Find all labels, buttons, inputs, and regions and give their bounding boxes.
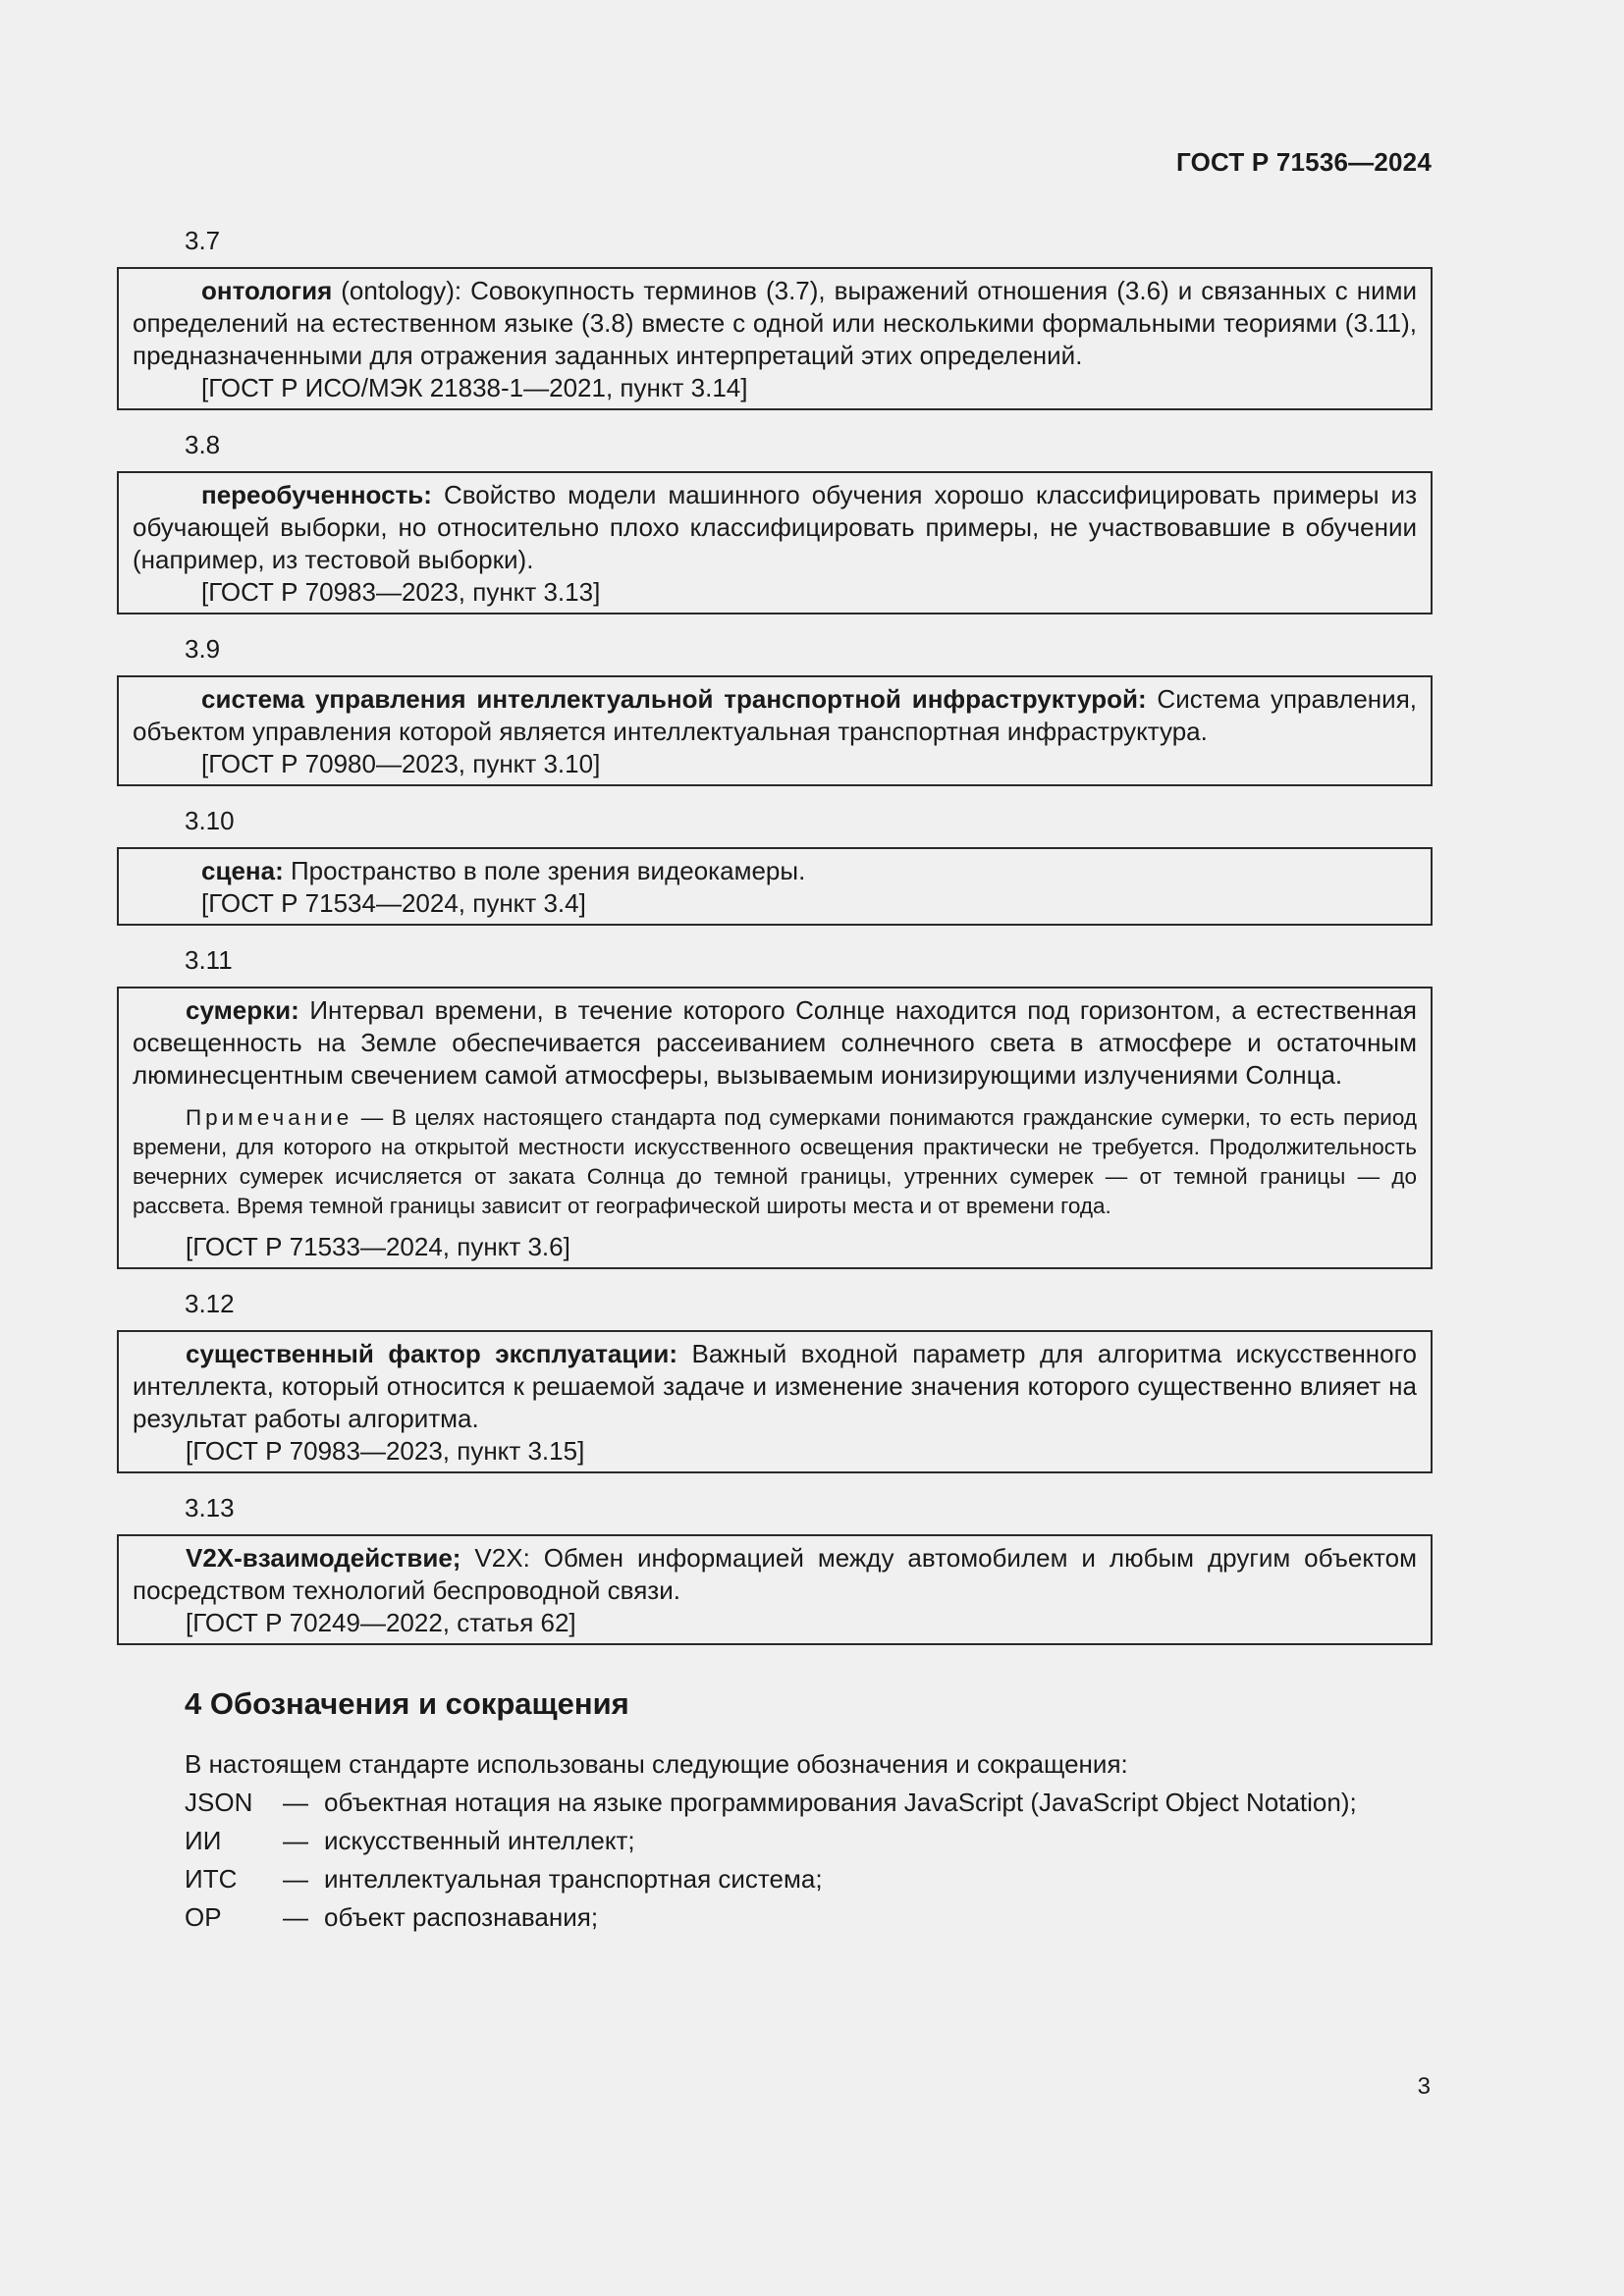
term-name: онтология bbox=[201, 276, 333, 305]
term-definition-text: Свойство модели машинного обучения хорошо классифицировать примеры из обучающей выборки, но относительно плохо классифицировать примеры, не участвовавшие в обучении (например, из тестовой выборки). bbox=[133, 480, 1417, 574]
term-number: 3.11 bbox=[185, 945, 233, 975]
term-definition bbox=[133, 994, 1417, 1092]
term-definition bbox=[133, 1338, 1417, 1435]
term-number: 3.12 bbox=[185, 1289, 235, 1318]
document-code: ГОСТ Р 71536—2024 bbox=[1176, 147, 1432, 177]
term-source: [ГОСТ Р 70249—2022, статья 62] bbox=[186, 1608, 576, 1637]
term-definition bbox=[133, 855, 1417, 887]
term-note bbox=[133, 1103, 1417, 1221]
term-definition-text: Интервал времени, в течение которого Солнце находится под горизонтом, а естественная освещенность на Земле обеспечивается рассеиванием солнечного света в атмосфере и остаточным люминесцентным свечением самой атмосферы, вызываемым ионизирующими излучениями Солнца. bbox=[133, 995, 1417, 1090]
term-source: [ГОСТ Р ИСО/МЭК 21838-1—2021, пункт 3.14] bbox=[201, 373, 748, 402]
term-entry-infrastructure-control bbox=[117, 675, 1433, 786]
term-definition bbox=[133, 1542, 1417, 1607]
term-definition bbox=[133, 479, 1417, 576]
abbreviation-description: интеллектуальная транспортная система; bbox=[324, 1864, 823, 1894]
term-entry-overfitting bbox=[117, 471, 1433, 614]
term-number: 3.13 bbox=[185, 1493, 235, 1522]
abbreviation: JSON bbox=[185, 1788, 253, 1817]
note-text: — В целях настоящего стандарта под сумерками понимаются гражданские сумерки, то есть период времени, для которого на открытой местности искусственного освещения практически не требуется. Продолжительность вечерних сумерек исчисляется от заката Солнца до темной границы, утренних сумерек — от темной границы — до рассвета. Время темной границы зависит от географической широты места и от времени года. bbox=[133, 1105, 1417, 1218]
term-source: [ГОСТ Р 70980—2023, пункт 3.10] bbox=[201, 749, 601, 778]
term-name: существенный фактор эксплуатации: bbox=[186, 1339, 677, 1368]
term-source: [ГОСТ Р 71533—2024, пункт 3.6] bbox=[186, 1232, 570, 1261]
abbreviation-dash: — bbox=[283, 1902, 308, 1932]
term-name: переобученность: bbox=[201, 480, 432, 509]
term-definition-text: (ontology): Совокупность терминов (3.7), выражений отношения (3.6) и связанных с ними определений на естественном языке (3.8) вместе с одной или несколькими формальными теориями (3.11), предназначенными для отражения заданных интерпретаций этих определений. bbox=[133, 276, 1417, 370]
abbreviation-dash: — bbox=[283, 1826, 308, 1855]
term-definition-text: Пространство в поле зрения видеокамеры. bbox=[283, 856, 806, 885]
section-heading: 4 Обозначения и сокращения bbox=[185, 1686, 629, 1721]
abbreviation-description: искусственный интеллект; bbox=[324, 1826, 635, 1855]
term-number: 3.9 bbox=[185, 634, 221, 664]
abbreviation-dash: — bbox=[283, 1864, 308, 1894]
term-name: сцена: bbox=[201, 856, 284, 885]
term-number: 3.10 bbox=[185, 806, 235, 835]
term-definition bbox=[133, 275, 1417, 372]
term-name: V2X-взаимодействие; bbox=[186, 1543, 461, 1573]
term-source: [ГОСТ Р 70983—2023, пункт 3.15] bbox=[186, 1436, 585, 1466]
term-definition-text: Важный входной параметр для алгоритма искусственного интеллекта, который относится к решаемой задаче и изменение значения которого существенно влияет на результат работы алгоритма. bbox=[133, 1339, 1417, 1433]
term-name: система управления интеллектуальной транспортной инфраструктурой: bbox=[201, 684, 1147, 714]
abbreviation-row bbox=[117, 1824, 1433, 1857]
abbreviation: ИИ bbox=[185, 1826, 222, 1855]
abbreviation-dash: — bbox=[283, 1788, 308, 1817]
term-definition-text: V2X: Обмен информацией между автомобилем и любым другим объектом посредством технологий беспроводной связи. bbox=[133, 1543, 1417, 1605]
page-number: 3 bbox=[1417, 2073, 1431, 2100]
term-number: 3.7 bbox=[185, 226, 221, 255]
term-name: сумерки: bbox=[186, 995, 299, 1025]
abbreviation-row bbox=[117, 1900, 1433, 1934]
term-source: [ГОСТ Р 71534—2024, пункт 3.4] bbox=[201, 888, 586, 918]
page-content bbox=[117, 224, 1433, 1939]
term-entry-v2x bbox=[117, 1534, 1433, 1645]
term-definition-text: Система управления, объектом управления которой является интеллектуальная транспортная инфраструктура. bbox=[133, 684, 1417, 746]
abbreviation: ОР bbox=[185, 1902, 222, 1932]
abbreviation: ИТС bbox=[185, 1864, 238, 1894]
note-label: Примечание bbox=[186, 1105, 353, 1130]
abbreviation-description: объектная нотация на языке программирования JavaScript (JavaScript Object Notation); bbox=[324, 1788, 1357, 1817]
abbreviation-row bbox=[117, 1786, 1433, 1819]
term-number: 3.8 bbox=[185, 430, 221, 459]
term-entry-scene bbox=[117, 847, 1433, 926]
abbreviation-description: объект распознавания; bbox=[324, 1902, 599, 1932]
abbreviation-row bbox=[117, 1862, 1433, 1896]
term-entry-operational-factor bbox=[117, 1330, 1433, 1473]
term-entry-ontology bbox=[117, 267, 1433, 410]
term-definition bbox=[133, 683, 1417, 748]
section-intro: В настоящем стандарте использованы следующие обозначения и сокращения: bbox=[185, 1749, 1128, 1779]
term-entry-twilight bbox=[117, 987, 1433, 1269]
term-source: [ГОСТ Р 70983—2023, пункт 3.13] bbox=[201, 577, 601, 607]
